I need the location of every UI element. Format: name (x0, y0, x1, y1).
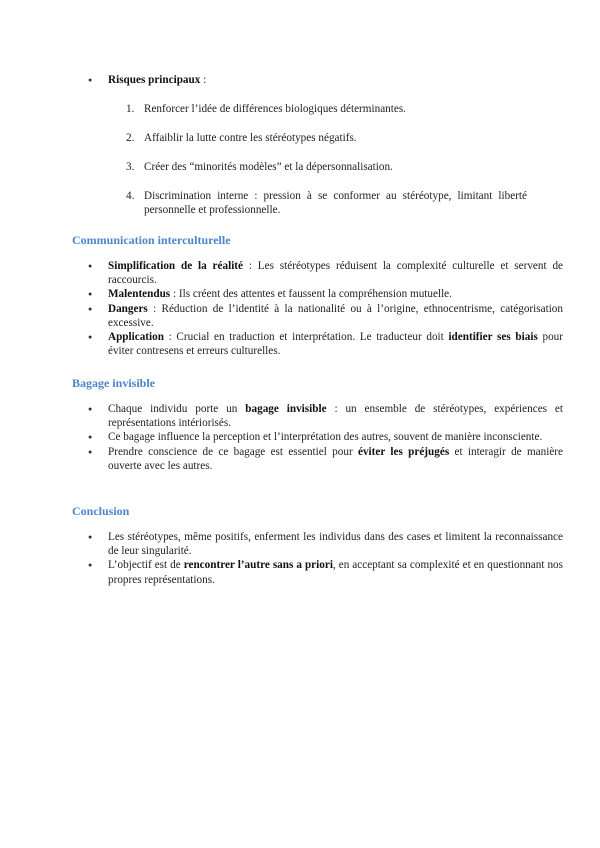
item-text: : Les stéréotypes réduisent la complexité culturelle et servent de raccourcis. (108, 260, 564, 287)
section-heading-communication: Communication interculturelle (72, 233, 231, 247)
conclusion-item (72, 530, 563, 558)
item-bold-2: identifier ses biais (448, 331, 538, 344)
ordered-text: Créer des “minorités modèles” et la dépersonnalisation. (144, 161, 393, 173)
item-bold: Simplification de la réalité (108, 260, 243, 272)
ordered-text: Renforcer l’idée de différences biologiques déterminantes. (144, 103, 406, 115)
communication-item (72, 302, 563, 330)
ordered-text: Affaiblir la lutte contre les stéréotypes négatifs. (144, 132, 357, 144)
conclusion-item (72, 558, 563, 586)
communication-list (0, 259, 563, 358)
communication-item (72, 259, 563, 287)
item-text-2: : un ensemble de stéréotypes, expériences et représentations intériorisés. (108, 403, 563, 430)
ordered-num: 4. (126, 190, 135, 202)
risques-ordered-list (0, 131, 527, 145)
item-bold: bagage invisible (245, 403, 327, 415)
item-text: : Réduction de l’identité à la nationalité ou à l’origine, ethnocentrisme, catégorisation excessive. (108, 302, 563, 329)
bagage-item (72, 430, 563, 444)
item-text: Prendre conscience de ce bagage est essentiel pour (108, 445, 358, 458)
item-text: : Crucial en traduction et interprétation. Le traducteur doit (163, 331, 449, 344)
risques-ordered-list (0, 102, 527, 116)
ordered-num: 1. (126, 103, 135, 115)
item-text: L’objectif est de (108, 559, 184, 572)
item-text: Les stéréotypes, même positifs, enferment les individus dans des cases et limitent la reconnaissance de leur singularité. (108, 531, 563, 558)
ordered-num: 3. (126, 161, 135, 173)
item-text-2: , en acceptant sa complexité et en questionnant nos propres représentations. (108, 559, 563, 586)
risques-suffix: : (200, 74, 207, 86)
risques-ordered-list (0, 189, 527, 217)
ordered-item-3 (126, 160, 527, 174)
risques-item (72, 73, 563, 87)
item-bold: rencontrer l’autre sans a priori (183, 559, 333, 572)
item-text-2: pour éviter contresens et erreurs culturelles. (108, 331, 563, 358)
ordered-item-4 (126, 189, 527, 217)
ordered-item-1 (126, 102, 527, 116)
risques-ordered-list (0, 160, 527, 174)
item-text: : Ils créent des attentes et faussent la compréhension mutuelle. (170, 288, 452, 301)
item-text-2: et interagir de manière ouverte avec les autres. (108, 445, 563, 472)
item-bold: Malentendus (108, 288, 171, 301)
ordered-text: Discrimination interne : pression à se conformer au stéréotype, limitant liberté personnelle et professionnelle. (144, 190, 527, 217)
item-bold: Dangers (108, 302, 148, 315)
item-text: Ce bagage influence la perception et l’interprétation des autres, souvent de manière inconsciente. (108, 431, 543, 444)
item-text: Chaque individu porte un (108, 403, 246, 415)
bagage-item (72, 445, 563, 473)
section-heading-conclusion: Conclusion (72, 504, 130, 518)
communication-item (72, 330, 563, 358)
ordered-item-2 (126, 131, 527, 145)
ordered-num: 2. (126, 132, 135, 144)
bagage-item (72, 402, 563, 430)
conclusion-list (0, 530, 563, 587)
risques-list (0, 73, 563, 87)
item-bold: Application (108, 331, 164, 344)
section-heading-bagage: Bagage invisible (72, 376, 156, 390)
item-bold: éviter les préjugés (357, 445, 450, 458)
risques-label: Risques principaux (108, 74, 201, 86)
bagage-list (0, 402, 563, 473)
communication-item (72, 287, 563, 301)
